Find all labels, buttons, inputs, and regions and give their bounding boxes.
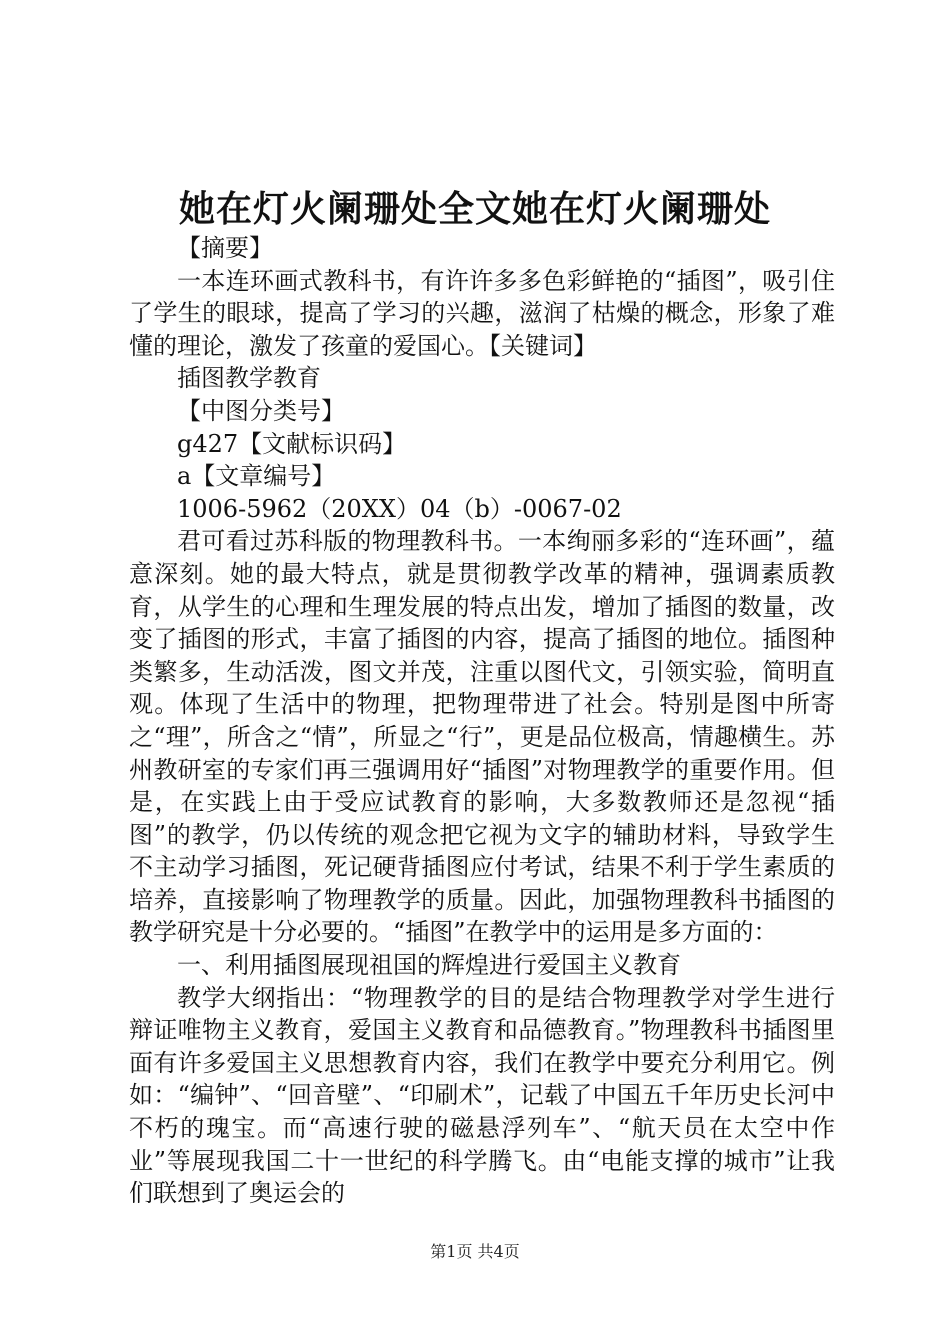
document-body — [129, 232, 835, 1210]
paragraph-1: 君可看过苏科版的物理教科书。一本绚丽多彩的“连环画”，蕴意深刻。她的最大特点，就是贯彻教学改革的精神，强调素质教育，从学生的心理和生理发展的特点出发，增加了插图的数量，改变了插图的形式，丰富了插图的内容，提高了插图的地位。插图种类繁多，生动活泼，图文并茂，注重以图代文，引领实验，简明直观。体现了生活中的物理，把物理带进了社会。特别是图中所寄之“理”，所含之“情”，所显之“行”，更是品位极高，情趣横生。苏州教研室的专家们再三强调用好“插图”对物理教学的重要作用。但是，在实践上由于受应试教育的影响，大多数教师还是忽视“插图”的教学，仍以传统的观念把它视为文字的辅助材料，导致学生不主动学习插图，死记硬背插图应付考试，结果不利于学生素质的培养，直接影响了物理教学的质量。因此，加强物理教科书插图的教学研究是十分必要的。“插图”在教学中的运用是多方面的： — [129, 527, 835, 947]
abstract-text: 一本连环画式教科书，有许许多多色彩鲜艳的“插图”，吸引住了学生的眼球，提高了学习的兴趣，滋润了枯燥的概念，形象了难懂的理论，激发了孩童的爱国心。【关键词】 — [129, 266, 835, 360]
document-title: 她在灯火阑珊处全文她在灯火阑珊处 — [178, 188, 771, 230]
section-heading-1: 一、利用插图展现祖国的辉煌进行爱国主义教育 — [177, 951, 681, 980]
keywords: 插图教学教育 — [177, 364, 321, 393]
paragraph-2: 教学大纲指出：“物理教学的目的是结合物理教学对学生进行辩证唯物主义教育，爱国主义教育和品德教育。”物理教科书插图里面有许多爱国主义思想教育内容，我们在教学中要充分利用它。例如：“编钟”、“回音壁”、“印刷术”，记载了中国五千年历史长河中不朽的瑰宝。而“高速行驶的磁悬浮列车”、“航天员在太空中作业”等展现我国二十一世纪的科学腾飞。由“电能支撑的城市”让我们联想到了奥运会的 — [129, 983, 835, 1208]
clc-line: g427【文献标识码】 — [177, 429, 407, 458]
article-number: 1006-5962（20XX）04（b）-0067-02 — [177, 494, 622, 523]
doc-code-line: a【文章编号】 — [177, 462, 336, 491]
page-footer: 第1页 共4页 — [430, 1242, 520, 1261]
abstract-label: 【摘要】 — [177, 234, 273, 262]
clc-label: 【中图分类号】 — [177, 396, 345, 425]
